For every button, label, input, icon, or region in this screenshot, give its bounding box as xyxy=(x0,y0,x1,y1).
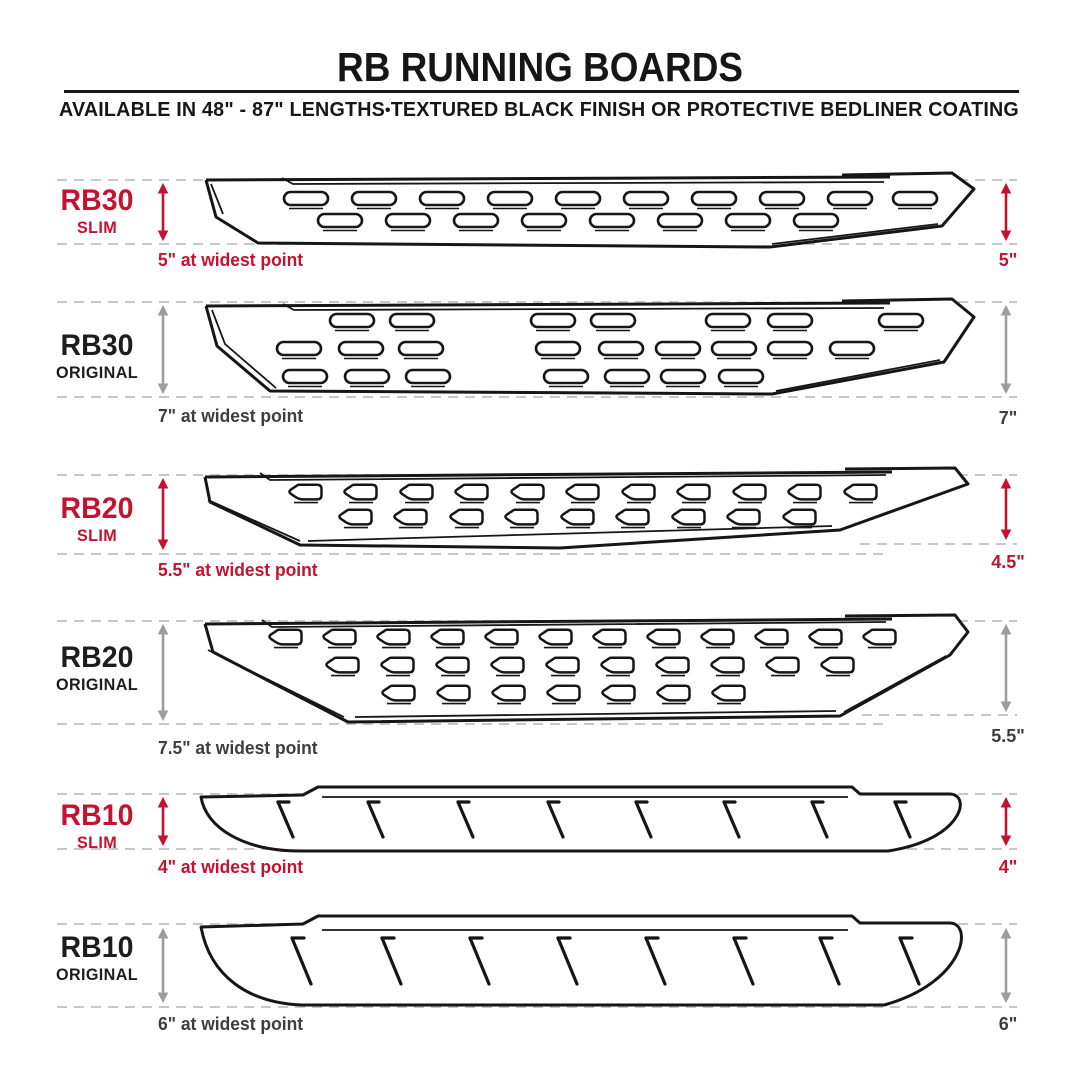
board-drawing-rb20-slim xyxy=(205,468,968,548)
right-measurement-rb20-original: 5.5" xyxy=(991,726,1025,746)
right-measurement-rb30-original: 7" xyxy=(998,408,1018,428)
board-drawing-rb20-original xyxy=(205,615,968,722)
model-name: RB10 xyxy=(60,931,134,964)
left-measurement-rb20-original: 7.5" at widest point xyxy=(158,738,318,758)
board-drawing-rb30-original xyxy=(206,299,974,394)
right-measurement-rb20-slim: 4.5" xyxy=(991,552,1025,572)
variant-name: SLIM xyxy=(76,833,118,852)
right-measurement-rb10-original: 6" xyxy=(998,1014,1018,1034)
model-name: RB20 xyxy=(60,641,134,674)
board-label-rb30-slim xyxy=(27,186,167,236)
board-label-rb30-original xyxy=(27,331,167,381)
right-measurement-rb30-slim: 5" xyxy=(998,250,1018,270)
board-label-rb20-original xyxy=(27,643,167,693)
model-name: RB30 xyxy=(60,184,134,217)
title-underline xyxy=(64,90,1019,93)
variant-name: SLIM xyxy=(76,526,118,545)
bullet-separator: • xyxy=(384,101,391,119)
board-label-rb10-original xyxy=(27,933,167,983)
board-drawing-rb30-slim xyxy=(206,173,974,247)
subtitle-finish: TEXTURED BLACK FINISH OR PROTECTIVE BEDLINER COATING xyxy=(390,99,1019,121)
variant-name: SLIM xyxy=(76,218,118,237)
variant-name: ORIGINAL xyxy=(56,675,138,694)
model-name: RB10 xyxy=(60,799,134,832)
board-drawing-rb10-original xyxy=(201,916,961,1005)
board-label-rb20-slim xyxy=(27,494,167,544)
right-measurement-rb10-slim: 4" xyxy=(998,857,1018,877)
left-measurement-rb30-original: 7" at widest point xyxy=(158,406,304,426)
left-measurement-rb10-original: 6" at widest point xyxy=(158,1014,304,1034)
left-measurement-rb10-slim: 4" at widest point xyxy=(158,857,304,877)
left-measurement-rb30-slim: 5" at widest point xyxy=(158,250,304,270)
model-name: RB30 xyxy=(60,329,134,362)
page-title: RB RUNNING BOARDS xyxy=(337,44,743,90)
board-label-rb10-slim xyxy=(27,801,167,851)
board-drawing-rb10-slim xyxy=(201,787,960,851)
variant-name: ORIGINAL xyxy=(56,363,138,382)
subtitle-lengths: AVAILABLE IN 48" - 87" LENGTHS xyxy=(59,99,385,121)
left-measurement-rb20-slim: 5.5" at widest point xyxy=(158,560,318,580)
model-name: RB20 xyxy=(60,492,134,525)
variant-name: ORIGINAL xyxy=(56,965,138,984)
subtitle xyxy=(59,99,1019,122)
